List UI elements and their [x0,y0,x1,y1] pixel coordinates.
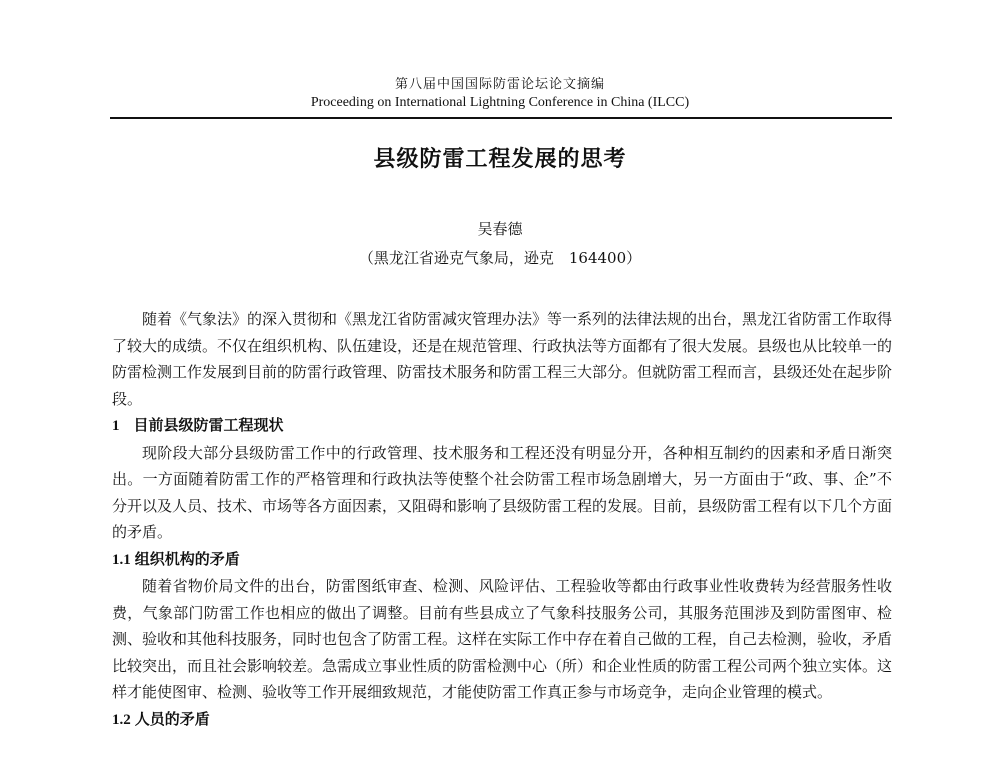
section-1-2-number: 1.2 [112,711,131,728]
author-affiliation: （黑龙江省逊克气象局，逊克 164400） [358,249,642,267]
section-1-heading [112,412,892,440]
author-name: 吴春德 [477,220,523,238]
section-1-1-paragraph: 随着省物价局文件的出台，防雷图纸审查、检测、风险评估、工程验收等都由行政事业性收费转为经营服务性收费，气象部门防雷工作也相应的做出了调整。目前有些县成立了气象科技服务公司，其服务范围涉及到防雷图审、检测、验收和其他科技服务，同时也包含了防雷工程。这样在实际工作中存在着自己做的工程，自己去检测，验收，矛盾比较突出，而且社会影响较差。急需成立事业性质的防雷检测中心（所）和企业性质的防雷工程公司两个独立实体。这样才能使图审、检测、验收等工作开展细致规范，才能使防雷工作真正参与市场竞争，走向企业管理的模式。 [112,577,893,701]
running-header-chinese: 第八届中国国际防雷论坛论文摘编 [394,77,605,92]
section-1-1-heading [112,546,892,574]
section-1-number: 1 [112,418,120,434]
section-1-2-title: 人员的矛盾 [134,709,210,728]
paper-body [112,306,892,733]
section-1-1-number: 1.1 [112,551,131,568]
section-1-title: 目前县级防雷工程现状 [133,416,284,434]
intro-paragraph: 随着《气象法》的深入贯彻和《黑龙江省防雷减灾管理办法》等一系列的法律法规的出台，黑龙江省防雷工作取得了较大的成绩。不仅在组织机构、队伍建设，还是在规范管理、行政执法等方面都有了很大发展。县级也从比较单一的防雷检测工作发展到目前的防雷行政管理、防雷技术服务和防雷工程三大部分。但就防雷工程而言，县级还处在起步阶段。 [112,310,893,408]
paper-title: 县级防雷工程发展的思考 [373,146,627,172]
section-1-2-heading [112,706,892,734]
header-rule [110,117,892,119]
running-header [110,76,890,112]
section-1-1-title: 组织机构的矛盾 [134,549,240,568]
section-1-paragraph: 现阶段大部分县级防雷工作中的行政管理、技术服务和工程还没有明显分开，各种相互制约的因素和矛盾日渐突出。一方面随着防雷工作的严格管理和行政执法等使整个社会防雷工程市场急剧增大，另一方面由于“政、事、企”不分开以及人员、技术、市场等各方面因素，又阻碍和影响了县级防雷工程的发展。目前，县级防雷工程有以下几个方面的矛盾。 [112,443,893,541]
running-header-english: Proceeding on International Lightning Conference in China (ILCC) [310,95,690,110]
